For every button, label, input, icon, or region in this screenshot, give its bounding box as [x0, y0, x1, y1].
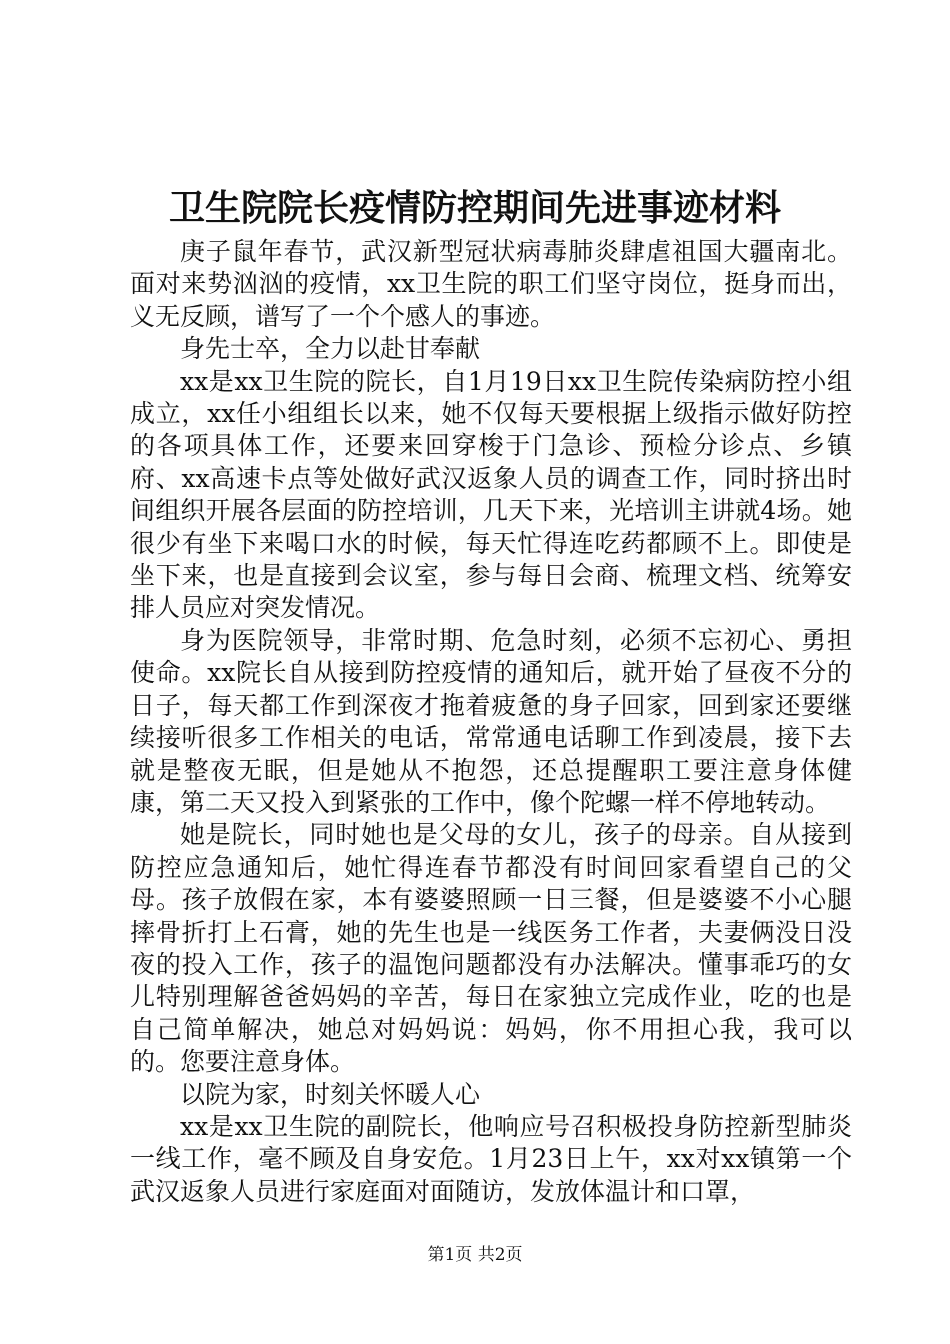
document-title: 卫生院院长疫情防控期间先进事迹材料	[168, 187, 781, 229]
paragraph: xx是xx卫生院的副院长，他响应号召积极投身防控新型肺炎一线工作，毫不顾及自身安危。1月23日上午，xx对xx镇第一个武汉返象人员进行家庭面对面随访，发放体温计和口罩，	[130, 1111, 852, 1206]
paragraph: xx是xx卫生院的院长，自1月19日xx卫生院传染病防控小组成立，xx任小组组长以来，她不仅每天要根据上级指示做好防控的各项具体工作，还要来回穿梭于门急诊、预检分诊点、乡镇府、xx高速卡点等处做好武汉返象人员的调查工作，同时挤出时间组织开展各层面的防控培训，几天下来，光培训主讲就4场。她很少有坐下来喝口水的时候，每天忙得连吃药都顾不上。即使是坐下来，也是直接到会议室，参与每日会商、梳理文档、统筹安排人员应对突发情况。	[130, 366, 852, 623]
section-heading: 身先士卒，全力以赴甘奉献	[180, 334, 481, 364]
document-body	[130, 236, 852, 1208]
paragraph: 庚子鼠年春节，武汉新型冠状病毒肺炎肆虐祖国大疆南北。面对来势汹汹的疫情，xx卫生院的职工们坚守岗位，挺身而出，义无反顾，谱写了一个个感人的事迹。	[130, 237, 852, 331]
paragraph: 她是院长，同时她也是父母的女儿，孩子的母亲。自从接到防控应急通知后，她忙得连春节都没有时间回家看望自己的父母。孩子放假在家，本有婆婆照顾一日三餐，但是婆婆不小心腿摔骨折打上石膏，她的先生也是一线医务工作者，夫妻俩没日没夜的投入工作，孩子的温饱问题都没有办法解决。懂事乖巧的女儿特别理解爸爸妈妈的辛苦，每日在家独立完成作业，吃的也是自己简单解决，她总对妈妈说：妈妈，你不用担心我，我可以的。您要注意身体。	[130, 820, 852, 1077]
section-heading: 以院为家，时刻关怀暖人心	[180, 1079, 481, 1109]
page-number-footer: 第1页 共2页	[427, 1245, 523, 1265]
paragraph: 身为医院领导，非常时期、危急时刻，必须不忘初心、勇担使命。xx院长自从接到防控疫情的通知后，就开始了昼夜不分的日子，每天都工作到深夜才拖着疲惫的身子回家，回到家还要继续接听很多工作相关的电话，常常通电话聊工作到凌晨，接下去就是整夜无眠，但是她从不抱怨，还总提醒职工要注意身体健康，第二天又投入到紧张的工作中，像个陀螺一样不停地转动。	[130, 625, 852, 817]
